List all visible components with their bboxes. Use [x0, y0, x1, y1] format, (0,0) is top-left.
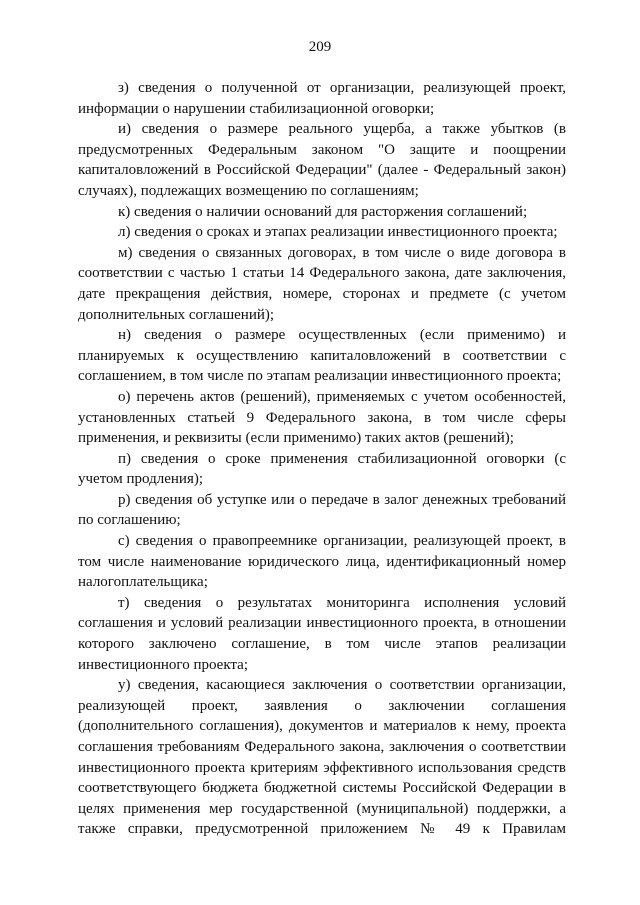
paragraph-s: с) сведения о правопреемнике организации, реализующей проект, в том числе наименование юридического лица, идентификационный номер налогоплательщика;: [78, 533, 566, 591]
paragraph-t: т) сведения о результатах мониторинга исполнения условий соглашения и условий реализации инвестиционного проекта, в отношении которого заключено соглашение, в том числе этапов реализации инвестиционного проекта;: [78, 594, 566, 673]
paragraph-z: з) сведения о полученной от организации, реализующей проект, информации о нарушении стабилизационной оговорки;: [78, 80, 566, 117]
paragraph-l: л) сведения о сроках и этапах реализации инвестиционного проекта;: [118, 224, 558, 241]
paragraph-n: н) сведения о размере осуществленных (если применимо) и планируемых к осуществлению капиталовложений в соответствии с соглашением, в том числе по этапам реализации инвестиционного проекта;: [78, 327, 566, 385]
paragraph-p: п) сведения о сроке применения стабилизационной оговорки (с учетом продления);: [78, 450, 566, 488]
page-number: 209: [308, 39, 332, 55]
paragraph-m: м) сведения о связанных договорах, в том числе о виде договора в соответствии с частью 1 статьи 14 Федерального закона, дате заключения, дате прекращения действия, номере, сторонах и предмете (с учетом дополнительных соглашений);: [78, 244, 566, 323]
paragraph-r: р) сведения об уступке или о передаче в залог денежных требований по соглашению;: [78, 491, 566, 529]
paragraph-u: у) сведения, касающиеся заключения о соответствии организации, реализующей проект, заявления о заключении соглашения (дополнительного соглашения), документов и материалов к нему, проекта соглашения требованиям Федерального закона, заключения о соответствии инвестиционного проекта критериям эффективного использования средств соответствующего бюджета бюджетной системы Российской Федерации в целях применения мер государственной (муниципальной) поддержки, а также справки, предусмотренной приложением № 49 к Правилам: [78, 677, 566, 838]
paragraph-i: и) сведения о размере реального ущерба, а также убытков (в предусмотренных Федеральным законом "О защите и поощрении капиталовложений в Российской Федерации" (далее - Федеральный закон) случаях), подлежащих возмещению по соглашениям;: [78, 121, 566, 199]
paragraph-o: о) перечень актов (решений), применяемых с учетом особенностей, установленных статьей 9 Федерального закона, в том числе сферы применения, и реквизиты (если применимо) таких актов (решений);: [78, 388, 566, 447]
document-body: [78, 78, 566, 840]
paragraph-k: к) сведения о наличии оснований для расторжения соглашений;: [118, 203, 528, 220]
